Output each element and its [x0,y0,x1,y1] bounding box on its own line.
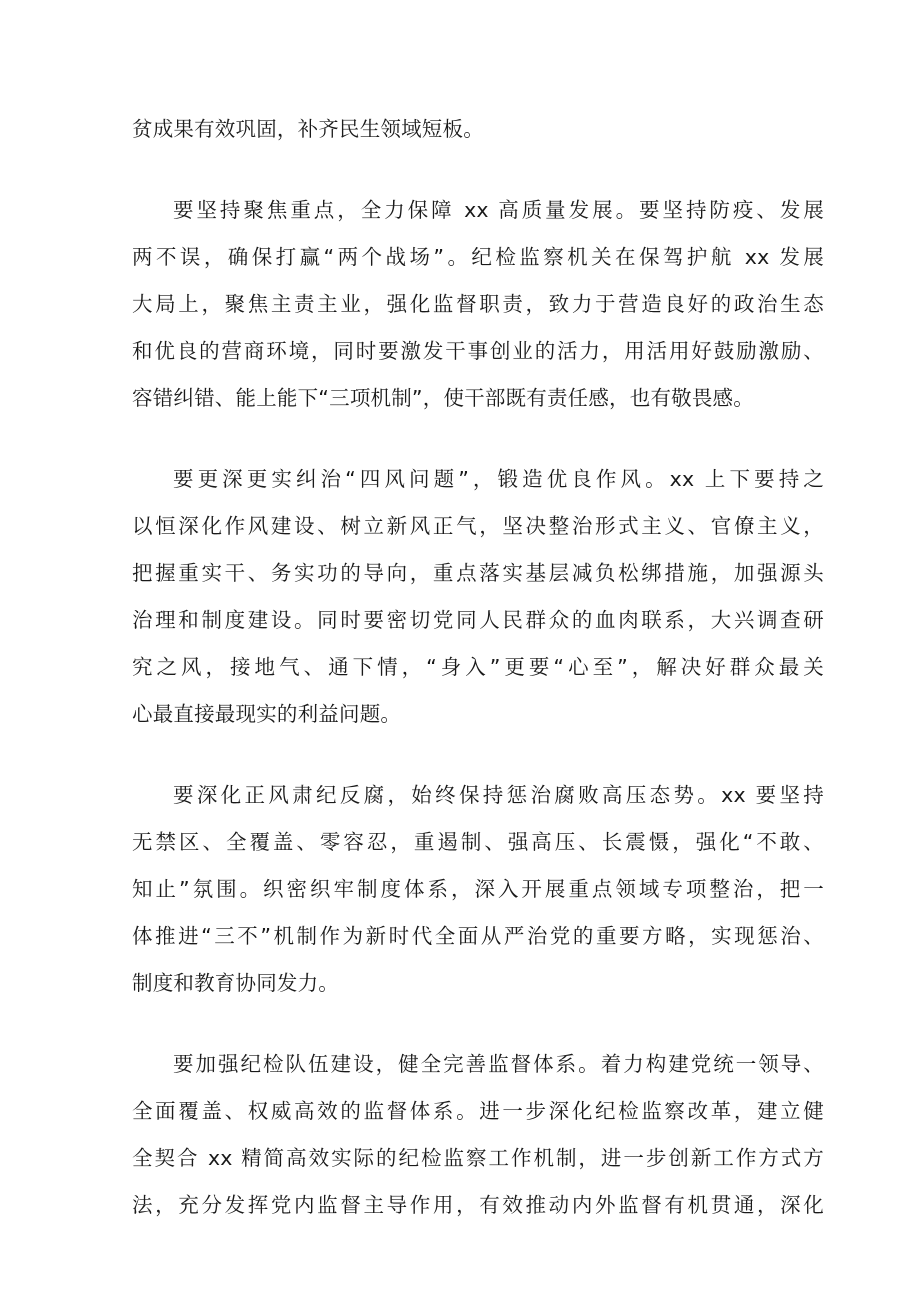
paragraph-4 [132,772,824,1007]
text-line: 以恒深化作风建设、树立新风正气，坚决整治形式主义、官僚主义， [132,514,824,538]
text-line: 要加强纪检队伍建设，健全完善监督体系。着力构建党统一领导、 [173,1052,824,1076]
text-line: 要深化正风肃纪反腐，始终保持惩治腐败高压态势。xx 要坚持 [173,783,824,807]
text-line: 大局上，聚焦主责主业，强化监督职责，致力于营造良好的政治生态 [132,292,824,316]
paragraph-2 [132,187,824,422]
text-line: 知止”氛围。织密织牢制度体系，深入开展重点领域专项整治，把一 [132,877,824,901]
paragraph-gap [132,738,824,772]
text-line: 法，充分发挥党内监督主导作用，有效推动内外监督有机贯通，深化 [132,1193,824,1217]
text-line: 制度和教育协同发力。 [132,971,339,995]
paragraph-1 [132,106,824,153]
text-line: 无禁区、全覆盖、零容忍，重遏制、强高压、长震慑，强化“不敢、 [132,830,824,854]
text-line: 治理和制度建设。同时要密切党同人民群众的血肉联系，大兴调查研 [132,608,824,632]
text-line: 究之风，接地气、通下情，“身入”更要“心至”，解决好群众最关 [132,655,824,679]
paragraph-gap [132,153,824,187]
text-line: 全契合 xx 精简高效实际的纪检监察工作机制，进一步创新工作方式方 [132,1146,824,1170]
paragraph-gap [132,422,824,456]
text-line: 全面覆盖、权威高效的监督体系。进一步深化纪检监察改革，建立健 [132,1099,824,1123]
text-line: 两不误，确保打赢“两个战场”。纪检监察机关在保驾护航 xx 发展 [132,245,824,269]
paragraph-3 [132,456,824,738]
text-line: 贫成果有效巩固，补齐民生领域短板。 [132,117,484,141]
paragraph-5 [132,1041,824,1229]
text-line: 把握重实干、务实功的导向，重点落实基层减负松绑措施，加强源头 [132,561,824,585]
paragraph-gap [132,1007,824,1041]
text-line: 要更深更实纠治“四风问题”，锻造优良作风。xx 上下要持之 [173,467,824,491]
text-line: 要坚持聚焦重点，全力保障 xx 高质量发展。要坚持防疫、发展 [173,198,824,222]
text-line: 和优良的营商环境，同时要激发干事创业的活力，用活用好鼓励激励、 [132,339,824,363]
text-line: 心最直接最现实的利益问题。 [132,702,402,726]
text-line: 容错纠错、能上能下“三项机制”，使干部既有责任感，也有敬畏感。 [132,386,754,410]
text-line: 体推进“三不”机制作为新时代全面从严治党的重要方略，实现惩治、 [132,924,824,948]
